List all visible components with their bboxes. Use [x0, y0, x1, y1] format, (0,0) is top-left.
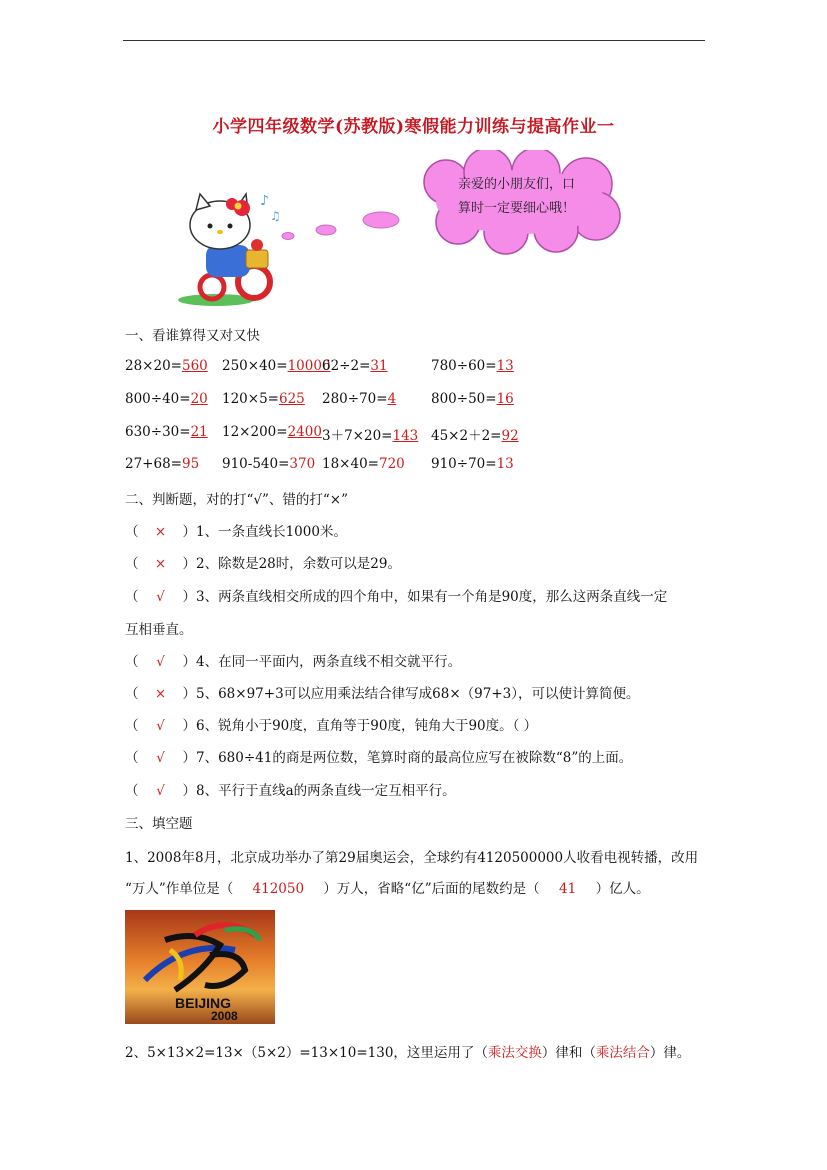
judge-item: （ √ ）4、在同一平面内，两条直线不相交就平行。 [125, 654, 462, 670]
speech-bubble-text [458, 173, 608, 221]
calc-item: 250×40=10000 [222, 358, 331, 374]
judge-item: （ × ）5、68×97+3可以应用乘法结合律写成68×（97+3），可以使计算简便。 [125, 686, 640, 702]
calc-item: 630÷30=21 [125, 424, 208, 440]
section3-heading: 三、填空题 [125, 816, 193, 832]
svg-text:♪: ♪ [260, 193, 269, 209]
calc-item: 800÷50=16 [431, 391, 514, 407]
fill-answer: 412050 [252, 881, 305, 897]
speech-line-2: 算时一定要细心哦！ [458, 201, 576, 216]
answer-mark: √ [156, 589, 165, 605]
calc-item: 45×2＋2=92 [431, 428, 519, 444]
judge-item: （ × ）2、除数是28时，余数可以是29。 [125, 556, 401, 572]
fill-q2: 2、5×13×2=13×（5×2）=13×10=130，这里运用了（乘法交换）律和（乘法结合）律。 [125, 1045, 691, 1061]
section2-heading: 二、判断题，对的打“√”、错的打“×” [125, 492, 349, 508]
calc-item: 3＋7×20=143 [322, 428, 419, 444]
calc-item: 27+68=95 [125, 456, 200, 472]
calc-item: 12×200=2400 [222, 424, 322, 440]
speech-line-1: 亲爱的小朋友们，口 [458, 177, 576, 192]
answer-mark: × [154, 524, 167, 540]
logo-text: BEIJING [175, 995, 232, 1011]
calc-item: 28×20=560 [125, 358, 208, 374]
answer-mark: √ [156, 718, 165, 734]
judge-item: （ √ ）7、680÷41的商是两位数，笔算时商的最高位应写在被除数“8”的上面。 [125, 750, 633, 766]
calc-item: 910÷70=13 [431, 456, 514, 472]
calc-item: 120×5=625 [222, 391, 305, 407]
fill-q1-line1: 1、2008年8月，北京成功举办了第29届奥运会，全球约有4120500000人收看电视转播，改用 [125, 850, 699, 866]
logo-year: 2008 [211, 1009, 238, 1023]
calc-item: 62÷2=31 [322, 358, 388, 374]
judge-item-continuation: 互相垂直。 [125, 622, 193, 638]
fill-q1-line2: “万人”作单位是（ 412050 ）万人，省略“亿”后面的尾数约是（ 41 ）亿人。 [125, 881, 650, 897]
header-rule [123, 40, 705, 41]
answer-mark: √ [156, 750, 165, 766]
answer-mark: √ [156, 654, 165, 670]
calc-item: 910-540=370 [222, 456, 316, 472]
judge-item: （ √ ）3、两条直线相交所成的四个角中，如果有一个角是90度，那么这两条直线一定 [125, 589, 668, 605]
section1-heading: 一、看谁算得又对又快 [125, 328, 260, 344]
svg-text:♫: ♫ [270, 209, 281, 223]
beijing-2008-logo-image [125, 910, 275, 1024]
answer-mark: √ [156, 783, 165, 799]
calc-item: 780÷60=13 [431, 358, 514, 374]
calc-item: 18×40=720 [322, 456, 405, 472]
fill-answer: 乘法结合 [595, 1045, 650, 1061]
page-title: 小学四年级数学(苏教版)寒假能力训练与提高作业一 [212, 117, 615, 137]
answer-mark: × [154, 686, 167, 702]
answer-mark: × [154, 556, 167, 572]
fill-answer: 乘法交换 [487, 1045, 542, 1061]
judge-item: （ √ ）6、锐角小于90度，直角等于90度，钝角大于90度。（ ） [125, 718, 538, 734]
calc-item: 280÷70=4 [322, 391, 397, 407]
judge-item: （ × ）1、一条直线长1000米。 [125, 524, 347, 540]
fill-answer: 41 [559, 881, 577, 897]
judge-item: （ √ ）8、平行于直线a的两条直线一定互相平行。 [125, 783, 456, 799]
calc-item: 800÷40=20 [125, 391, 208, 407]
